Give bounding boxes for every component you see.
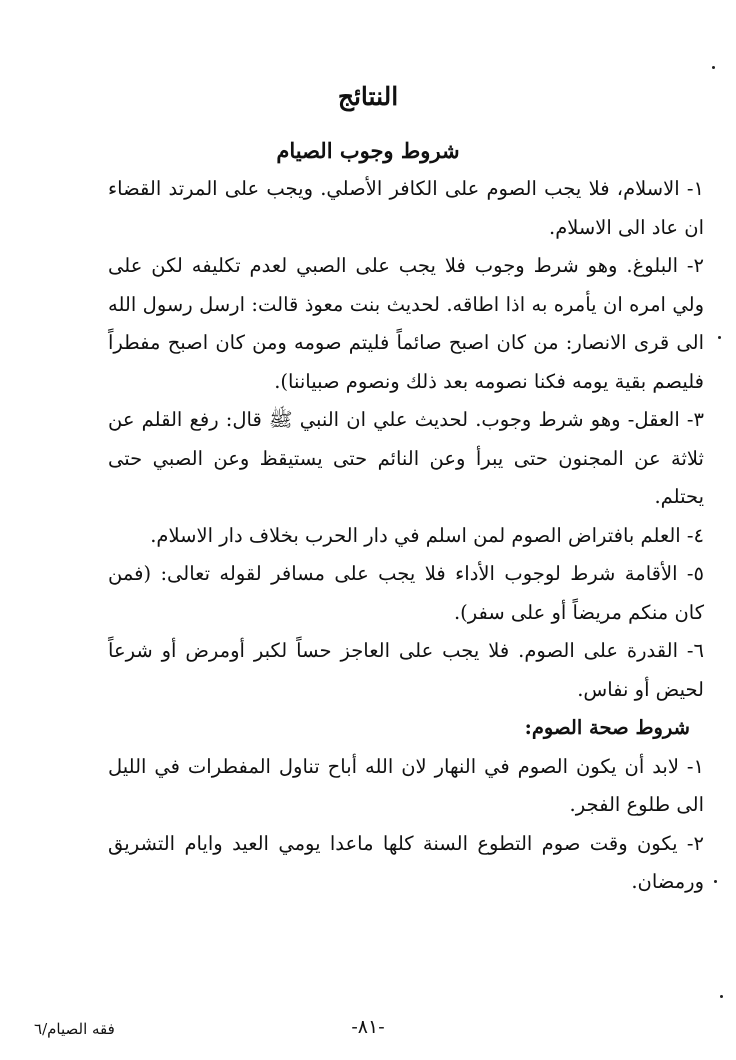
scan-speck — [712, 66, 715, 69]
body-text — [108, 170, 704, 902]
section2-paragraph-1: ١- لابد أن يكون الصوم في النهار لان الله أباح تناول المفطرات في الليل الى طلوع الفجر. — [108, 754, 704, 816]
section-heading: شروط صحة الصوم: — [524, 716, 690, 739]
paragraph-2: ٢- البلوغ. وهو شرط وجوب فلا يجب على الصبي لعدم تكليفه لكن على ولي امره ان يأمره به اذا اطاقه. لحديث بنت معوذ قالت: ارسل رسول الله الى قرى الانصار: من كان اصبح صائماً فليتم صومه ومن كان اصبح مفطراً فليصم بقية يومه فكنا نصومه بعد ذلك ونصوم صبياننا). — [108, 254, 704, 393]
scan-speck — [714, 880, 717, 883]
scan-speck — [720, 995, 723, 998]
footer-book-title: فقه الصيام/٦ — [34, 1020, 115, 1038]
paragraph-1: ١- الاسلام، فلا يجب الصوم على الكافر الأصلي. ويجب على المرتد القضاء ان عاد الى الاسلام. — [108, 177, 704, 239]
section-title: شروط وجوب الصيام — [276, 138, 460, 163]
section2-paragraph-2: ٢- يكون وقت صوم التطوع السنة كلها ماعدا يومي العيد وايام التشريق ورمضان. — [108, 831, 704, 893]
paragraph-3: ٣- العقل- وهو شرط وجوب. لحديث علي ان النبي ﷺ قال: رفع القلم عن ثلاثة عن المجنون حتى يبرأ وعن النائم حتى يستيقظ وعن الصبي حتى يحتلم. — [108, 408, 704, 508]
paragraph-4: ٤- العلم بافتراض الصوم لمن اسلم في دار الحرب بخلاف دار الاسلام. — [150, 523, 704, 547]
paragraph-6: ٦- القدرة على الصوم. فلا يجب على العاجز حساً لكبر أومرض أو شرعاً لحيض أو نفاس. — [108, 639, 704, 701]
paragraph-5: ٥- الأقامة شرط لوجوب الأداء فلا يجب على مسافر لقوله تعالى: (فمن كان منكم مريضاً أو على سفر). — [108, 562, 704, 624]
page-title: النتائج — [337, 82, 399, 111]
page-number: -٨١- — [351, 1016, 385, 1038]
scan-speck — [718, 336, 721, 339]
